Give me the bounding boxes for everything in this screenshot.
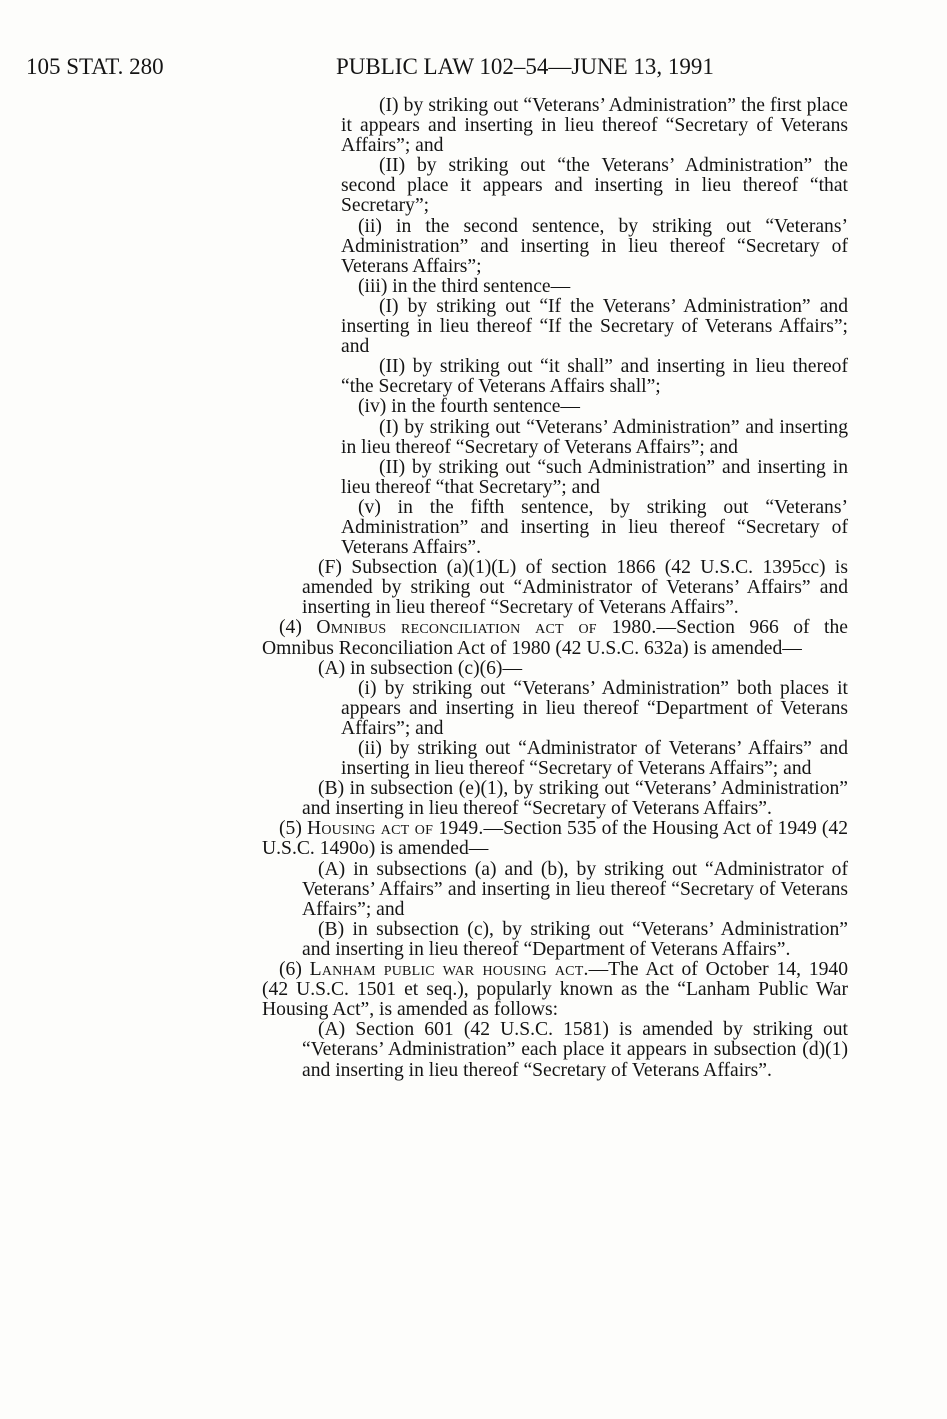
paragraph-text: (v) in the fifth sentence, by striking out “Veterans’ Administration” and inserting in lieu thereof “Secretary of Veterans Affairs”. <box>341 496 848 559</box>
paragraph-text: (II) by striking out “it shall” and inserting in lieu thereof “the Secretary of Veterans Affairs shall”; <box>341 356 848 398</box>
paragraph-text: —The Act of October 14, 1940 (42 U.S.C. 1501 et seq.), popularly known as the “Lanham Public War Housing Act”, is amended as follows: <box>262 959 849 1021</box>
paragraph-heading: Housing act of 1949. <box>307 818 484 840</box>
paragraph-text: —Section 535 of the Housing Act of 1949 (42 U.S.C. 1490o) is amended— <box>262 818 849 860</box>
paragraph <box>341 397 848 417</box>
paragraph-text: (i) by striking out “Veterans’ Administration” both places it appears and inserting in lieu thereof “Department of Veterans Affairs”; and <box>341 677 848 739</box>
paragraph-text: (iii) in the third sentence— <box>358 275 571 297</box>
paragraph <box>341 357 848 397</box>
paragraph <box>262 819 848 859</box>
paragraph-text: (I) by striking out “Veterans’ Administration” the first place it appears and inserting in lieu thereof “Secretary of Veterans Affairs”; and <box>341 95 848 157</box>
paragraph <box>341 96 848 156</box>
paragraph <box>302 920 848 960</box>
paragraph <box>302 860 848 920</box>
paragraph-text: (A) in subsections (a) and (b), by striking out “Administrator of Veterans’ Affairs” and inserting in lieu thereof “Secretary of Veterans Affairs”; and <box>302 858 848 920</box>
paragraph <box>341 156 848 216</box>
paragraph <box>302 1020 848 1080</box>
paragraph <box>262 618 848 658</box>
paragraph-heading: Omnibus reconciliation act of 1980. <box>316 617 657 639</box>
paragraph-text: —Section 966 of the Omnibus Reconciliation Act of 1980 (42 U.S.C. 632a) is amended— <box>262 617 848 659</box>
paragraph-text: (A) in subsection (c)(6)— <box>318 657 523 679</box>
paragraph-text: (II) by striking out “such Administration” and inserting in lieu thereof “that Secretary”; and <box>341 456 848 498</box>
paragraph <box>341 458 848 498</box>
paragraph <box>341 418 848 458</box>
paragraph-text: (B) in subsection (e)(1), by striking out “Veterans’ Administration” and inserting in lieu thereof “Secretary of Veterans Affairs”. <box>302 778 848 820</box>
paragraph <box>341 297 848 357</box>
paragraph-text: (F) Subsection (a)(1)(L) of section 1866 (42 U.S.C. 1395cc) is amended by striking out “Administrator of Veterans’ Affairs” and inserting in lieu thereof “Secretary of Veterans Affairs”. <box>302 557 848 619</box>
paragraph <box>341 739 848 779</box>
paragraph-heading: Lanham public war housing act. <box>309 959 589 981</box>
paragraph-number: (6) <box>279 959 310 981</box>
paragraph-text: (I) by striking out “Veterans’ Administration” and inserting in lieu thereof “Secretary of Veterans Affairs”; and <box>341 416 848 458</box>
paragraph <box>262 960 848 1020</box>
paragraph <box>341 217 848 277</box>
paragraph-text: (ii) in the second sentence, by striking out “Veterans’ Administration” and inserting in lieu thereof “Secretary of Veterans Affairs”; <box>341 215 848 277</box>
paragraph-text: (iv) in the fourth sentence— <box>358 396 580 418</box>
paragraph-number: (5) <box>279 818 308 840</box>
paragraph <box>341 498 848 558</box>
paragraph-text: (A) Section 601 (42 U.S.C. 1581) is amended by striking out “Veterans’ Administration” each place it appears in subsection (d)(1) and inserting in lieu thereof “Secretary of Veterans Affairs”. <box>302 1019 848 1081</box>
paragraph <box>341 679 848 739</box>
paragraph-number: (4) <box>279 617 317 639</box>
paragraph-text: (I) by striking out “If the Veterans’ Administration” and inserting in lieu thereof “If the Secretary of Veterans Affairs”; and <box>341 295 848 358</box>
running-head: PUBLIC LAW 102–54—JUNE 13, 1991 <box>336 54 714 79</box>
paragraph <box>341 277 848 297</box>
paragraph <box>302 779 848 819</box>
statute-text <box>0 96 947 1081</box>
paragraph-text: (ii) by striking out “Administrator of Veterans’ Affairs” and inserting in lieu thereof “Secretary of Veterans Affairs”; and <box>341 738 848 780</box>
paragraph <box>302 659 848 679</box>
paragraph-text: (II) by striking out “the Veterans’ Administration” the second place it appears and inserting in lieu thereof “that Secretary”; <box>341 155 848 217</box>
paragraph <box>302 558 848 618</box>
paragraph-text: (B) in subsection (c), by striking out “Veterans’ Administration” and inserting in lieu thereof “Department of Veterans Affairs”. <box>302 918 848 960</box>
page-header <box>26 50 927 84</box>
statute-page-number: 105 STAT. 280 <box>26 54 164 79</box>
